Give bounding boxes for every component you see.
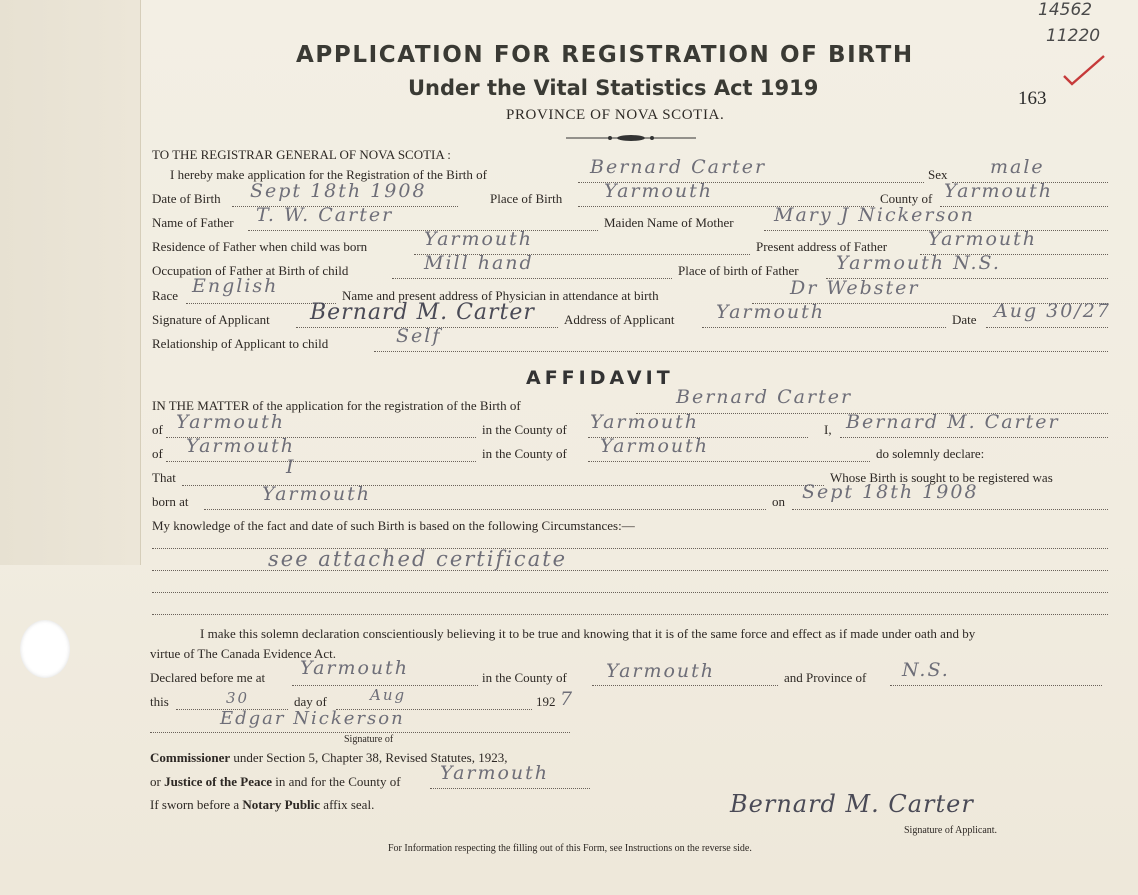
knowledge-line: My knowledge of the fact and date of such Birth is based on the following Circumstances:—: [152, 518, 635, 533]
notary-bold: Notary Public: [242, 797, 321, 812]
in-county-label-2: in the County of: [482, 446, 567, 461]
justice-bold: Justice of the Peace: [164, 774, 273, 789]
date-entry: Aug 30/27: [994, 300, 1111, 322]
year-prefix: 192: [536, 694, 556, 709]
notary-post: affix seal.: [323, 797, 375, 812]
circumstances-entry: see attached certificate: [268, 547, 568, 571]
notary-line: [150, 797, 374, 813]
aff-born-on-entry: Sept 18th 1908: [802, 481, 979, 503]
on-label: on: [772, 494, 785, 509]
place-of-birth-entry: Yarmouth: [604, 180, 714, 202]
aff-county-2-entry: Yarmouth: [600, 435, 710, 457]
solemnly-declare-label: do solemnly declare:: [876, 446, 985, 461]
occupation-father-label: Occupation of Father at Birth of child: [152, 263, 349, 278]
red-check-icon: [1062, 52, 1106, 88]
commissioner-bold: Commissioner: [150, 750, 231, 765]
of-label-1: of: [152, 422, 163, 437]
aff-that-entry: I: [286, 456, 296, 478]
divider-ornament-icon: [566, 134, 696, 142]
year-digit-entry: 7: [560, 688, 575, 710]
date-of-birth-entry: Sept 18th 1908: [250, 180, 427, 202]
race-entry: English: [192, 275, 279, 297]
commissioner-signature-entry: Edgar Nickerson: [220, 708, 405, 729]
justice-line: [150, 774, 401, 790]
aff-county-1-entry: Yarmouth: [590, 411, 700, 433]
declared-before-label: Declared before me at: [150, 670, 266, 685]
signature-applicant-label: Signature of Applicant: [152, 312, 270, 327]
underlying-page-strip: [0, 0, 141, 565]
or-label: or: [150, 774, 161, 789]
residence-father-entry: Yarmouth: [424, 228, 534, 250]
father-name-entry: T. W. Carter: [256, 204, 394, 226]
sex-entry: male: [990, 156, 1045, 178]
final-applicant-signature: Bernard M. Carter: [730, 790, 974, 818]
declared-county-label: in the County of: [482, 670, 567, 685]
form-subtitle: Under the Vital Statistics Act 1919: [408, 76, 819, 100]
day-of-label: day of: [294, 694, 327, 709]
present-address-father-entry: Yarmouth: [928, 228, 1038, 250]
maiden-name-mother-label: Maiden Name of Mother: [604, 215, 734, 230]
this-label: this: [150, 694, 169, 709]
sig-applicant-label: Signature of Applicant.: [904, 825, 998, 836]
commissioner-rest: under Section 5, Chapter 38, Revised Statutes, 1923,: [233, 750, 508, 765]
aff-of-place-2-entry: Yarmouth: [186, 435, 296, 457]
race-label: Race: [152, 288, 178, 303]
justice-county-entry: Yarmouth: [440, 762, 550, 784]
notary-pre: If sworn before a: [150, 797, 240, 812]
stamp-number: 163: [1018, 88, 1047, 109]
occupation-father-entry: Mill hand: [424, 252, 534, 274]
that-label: That: [152, 470, 176, 485]
place-birth-father-entry: Yarmouth N.S.: [836, 252, 1001, 274]
declaration-text: I make this solemn declaration conscientiously believing it to be true and knowing that it is of the same force and effect as if made under oath and by: [200, 626, 976, 641]
footer-note: For Information respecting the filling out of this Form, see Instructions on the reverse side.: [388, 843, 752, 854]
declaration-text-2: virtue of The Canada Evidence Act.: [150, 646, 337, 661]
place-birth-father-label: Place of birth of Father: [678, 263, 799, 278]
corner-note-1: 14562: [1038, 0, 1093, 20]
and-province-label: and Province of: [784, 670, 867, 685]
place-of-birth-label: Place of Birth: [490, 191, 563, 206]
child-name-entry: Bernard Carter: [590, 156, 767, 178]
day-entry: 30: [226, 689, 250, 707]
affidavit-heading: AFFIDAVIT: [526, 367, 674, 389]
intro-label: I hereby make application for the Registration of the Birth of: [170, 167, 487, 182]
i-label: I,: [824, 422, 832, 437]
county-entry: Yarmouth: [944, 180, 1054, 202]
signature-of-label: Signature of: [344, 734, 394, 745]
name-of-father-label: Name of Father: [152, 215, 234, 230]
physician-label: Name and present address of Physician in attendance at birth: [342, 288, 659, 303]
to-registrar-line: TO THE REGISTRAR GENERAL OF NOVA SCOTIA :: [152, 147, 451, 162]
matter-line: IN THE MATTER of the application for the registration of the Birth of: [152, 398, 521, 413]
aff-born-at-entry: Yarmouth: [262, 483, 372, 505]
in-county-label-1: in the County of: [482, 422, 567, 437]
relationship-label: Relationship of Applicant to child: [152, 336, 329, 351]
address-applicant-label: Address of Applicant: [564, 312, 675, 327]
mother-maiden-name-entry: Mary J Nickerson: [774, 204, 975, 226]
applicant-signature-entry: Bernard M. Carter: [310, 300, 535, 325]
relationship-entry: Self: [396, 325, 442, 347]
month-entry: Aug: [370, 686, 407, 704]
date-of-birth-label: Date of Birth: [152, 191, 221, 206]
residence-father-label: Residence of Father when child was born: [152, 239, 368, 254]
of-label-2: of: [152, 446, 163, 461]
physician-entry: Dr Webster: [790, 277, 920, 299]
county-of-label: County of: [880, 191, 933, 206]
applicant-address-entry: Yarmouth: [716, 301, 826, 323]
aff-child-name-entry: Bernard Carter: [676, 386, 853, 408]
aff-declarant-entry: Bernard M. Carter: [846, 411, 1060, 433]
declared-province-entry: N.S.: [902, 659, 950, 681]
punch-hole: [20, 620, 70, 678]
form-title: APPLICATION FOR REGISTRATION OF BIRTH: [296, 42, 914, 68]
corner-note-2: 11220: [1046, 26, 1101, 46]
aff-of-place-entry: Yarmouth: [176, 411, 286, 433]
sex-label: Sex: [928, 167, 948, 182]
date-label: Date: [952, 312, 977, 327]
whose-birth-label: Whose Birth is sought to be registered was: [830, 470, 1053, 485]
province-heading: PROVINCE OF NOVA SCOTIA.: [506, 107, 725, 123]
declared-county-entry: Yarmouth: [606, 660, 716, 682]
present-address-father-label: Present address of Father: [756, 239, 888, 254]
justice-rest: in and for the County of: [275, 774, 401, 789]
born-at-label: born at: [152, 494, 189, 509]
declared-at-entry: Yarmouth: [300, 657, 410, 679]
